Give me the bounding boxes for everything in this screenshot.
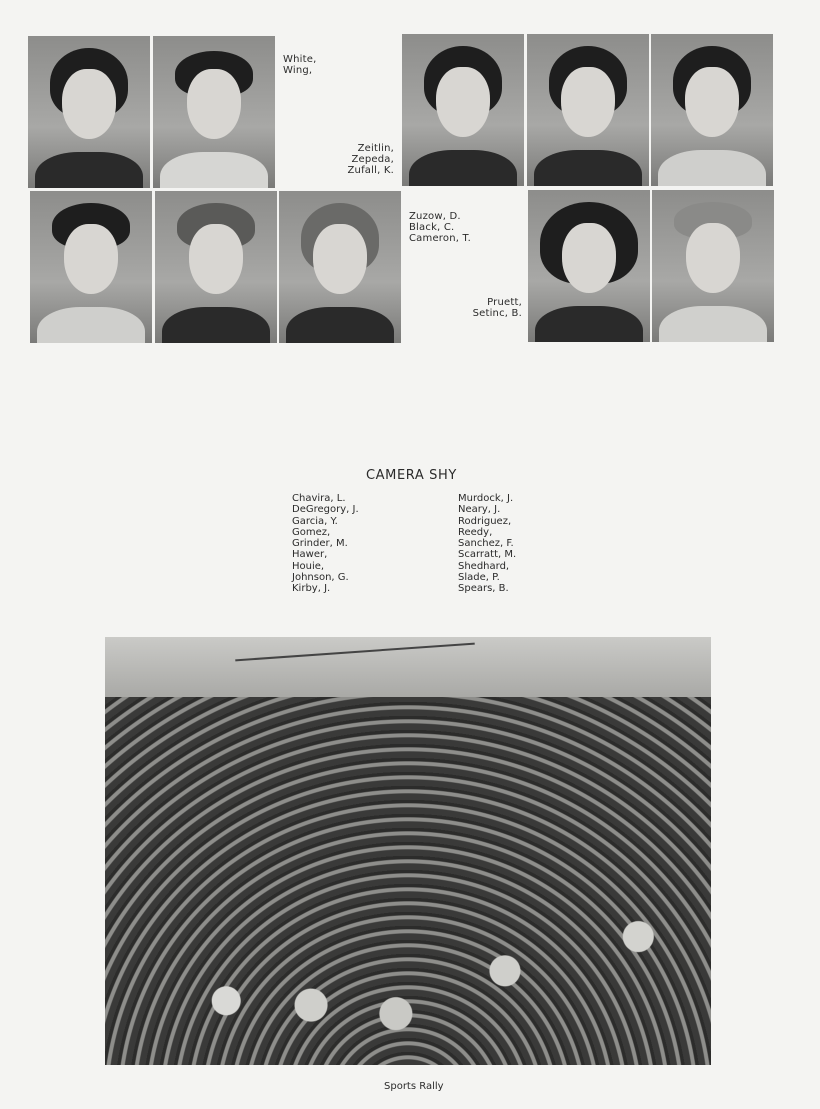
photo-sky <box>105 637 711 697</box>
camera-shy-right-column <box>458 493 516 595</box>
student-name: Reedy, <box>458 526 493 538</box>
sports-rally-photo <box>105 637 711 1065</box>
portrait-photo <box>30 191 152 343</box>
student-name: Hawer, <box>292 549 328 561</box>
student-name: Murdock, J. <box>458 493 514 504</box>
student-name: Gomez, <box>292 526 331 538</box>
student-name: Scarratt, M. <box>458 549 517 561</box>
student-name: Rodriguez, <box>458 515 512 527</box>
portrait-photo <box>527 34 649 186</box>
camera-shy-left-column <box>292 493 359 595</box>
student-name: White, <box>283 54 317 65</box>
portrait-photo <box>28 36 150 188</box>
student-name: Setinc, B. <box>472 308 522 319</box>
student-name: Slade, P. <box>458 572 500 584</box>
photo-caption: Sports Rally <box>384 1081 444 1092</box>
student-name: Garcia, Y. <box>292 515 338 527</box>
section-title: CAMERA SHY <box>366 468 457 483</box>
student-name: Houie, <box>292 560 325 572</box>
student-name: Sanchez, F. <box>458 538 514 550</box>
portrait-photo <box>528 190 650 342</box>
portrait-photo <box>279 191 401 343</box>
student-name: Zepeda, <box>351 154 394 165</box>
student-name: Kirby, J. <box>292 583 331 595</box>
student-name: Spears, B. <box>458 583 509 595</box>
portrait-photo <box>652 190 774 342</box>
student-name: DeGregory, J. <box>292 504 359 516</box>
student-name: Zufall, K. <box>347 165 394 176</box>
student-name: Neary, J. <box>458 504 501 516</box>
portrait-photo <box>402 34 524 186</box>
student-name: Black, C. <box>409 222 455 233</box>
student-name: Grinder, M. <box>292 538 348 550</box>
student-name: Wing, <box>283 65 313 76</box>
student-name: Zeitlin, <box>357 143 394 154</box>
names-block-3 <box>409 211 471 244</box>
student-name: Pruett, <box>487 297 522 308</box>
portrait-photo <box>651 34 773 186</box>
student-name: Cameron, T. <box>409 233 472 244</box>
student-name: Johnson, G. <box>292 572 349 584</box>
portrait-photo <box>153 36 275 188</box>
names-block-2 <box>330 143 394 176</box>
student-name: Zuzow, D. <box>409 211 461 222</box>
student-name: Shedhard, <box>458 560 510 572</box>
portrait-photo <box>155 191 277 343</box>
student-name: Chavira, L. <box>292 493 346 504</box>
names-block-4 <box>460 297 522 319</box>
names-block-1 <box>283 54 316 76</box>
